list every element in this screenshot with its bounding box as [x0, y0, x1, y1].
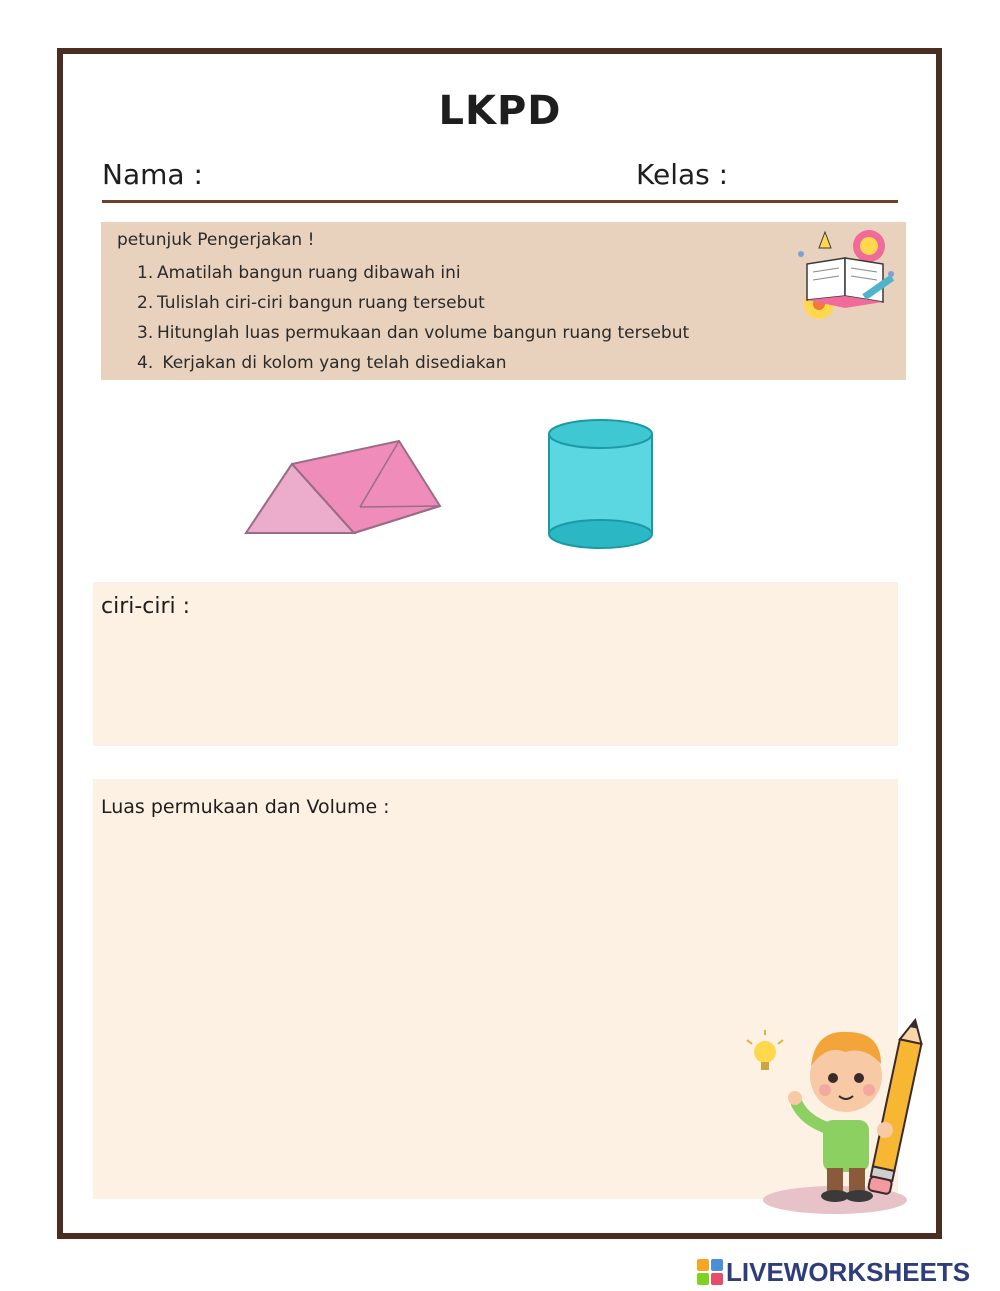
kid-with-pencil-icon	[735, 1000, 925, 1222]
cylinder-icon	[549, 420, 652, 548]
instruction-item: 2. Tulislah ciri-ciri bangun ruang tersebut	[137, 293, 485, 313]
open-book-icon	[791, 224, 903, 328]
instruction-item: 3. Hitunglah luas permukaan dan volume bangun ruang tersebut	[137, 323, 690, 343]
instruction-item: 4. Kerjakan di kolom yang telah disediakan	[137, 353, 507, 373]
area-volume-label: Luas permukaan dan Volume :	[101, 796, 390, 818]
instruction-item: 1. Amatilah bangun ruang dibawah ini	[137, 263, 461, 283]
instructions-list	[137, 258, 689, 378]
page-title: LKPD	[438, 88, 562, 134]
traits-label: ciri-ciri :	[101, 594, 191, 619]
triangular-prism-icon	[246, 441, 440, 533]
instructions-panel	[101, 222, 906, 380]
footer-brand	[697, 1258, 970, 1286]
instructions-heading: petunjuk Pengerjakan !	[117, 230, 315, 250]
class-label: Kelas :	[636, 158, 729, 191]
liveworksheets-logo-icon	[697, 1259, 723, 1285]
geometry-shapes	[240, 412, 670, 557]
name-label: Nama :	[102, 158, 203, 191]
header-divider	[102, 200, 898, 203]
traits-answer-box[interactable]	[93, 582, 898, 746]
brand-name: LIVEWORKSHEETS	[726, 1256, 971, 1287]
